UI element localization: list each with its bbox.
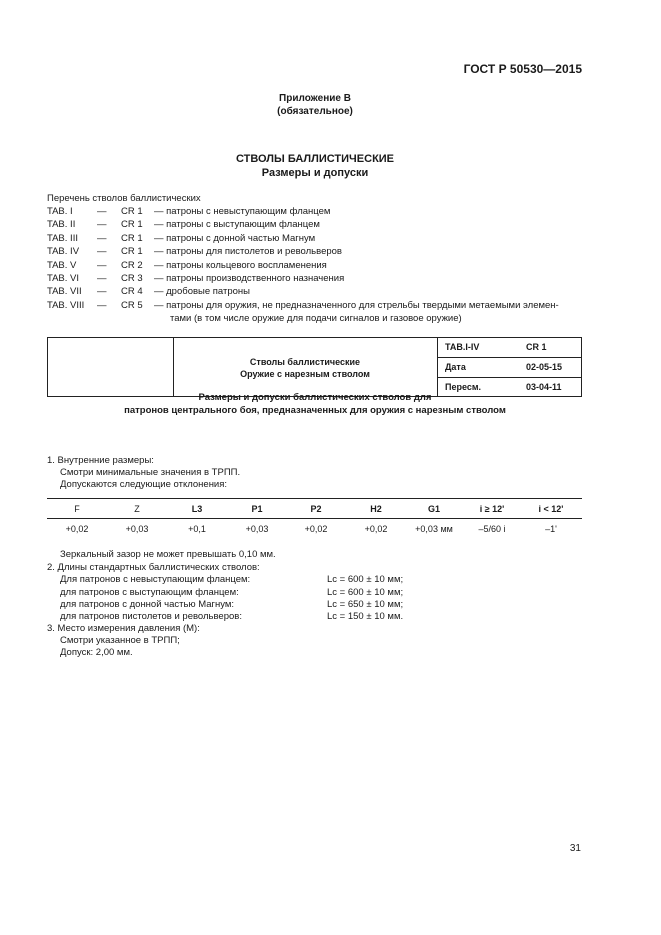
item2-row-label: Для патронов с невыступающим фланцем: bbox=[60, 574, 251, 585]
frame-label: Дата bbox=[445, 362, 466, 372]
tolerance-header: H2 bbox=[370, 504, 382, 514]
item2-row-label: для патронов с выступающим фланцем: bbox=[60, 587, 239, 598]
item2-row-value: Lс = 600 ± 10 мм; bbox=[327, 587, 404, 598]
tolerance-header: L3 bbox=[191, 504, 203, 514]
tolerance-header: Z bbox=[134, 504, 140, 514]
frame-label: Пересм. bbox=[445, 382, 482, 392]
list-item-tab: TAB. VII bbox=[47, 286, 82, 297]
main-title-line2: Размеры и допуски bbox=[261, 167, 369, 179]
document-code: ГОСТ Р 50530—2015 bbox=[463, 62, 582, 76]
tolerance-header: i < 12' bbox=[538, 504, 564, 514]
list-item-continuation: тами (в том числе оружие для подачи сигналов и газовое оружие) bbox=[170, 313, 462, 324]
frame-value: CR 1 bbox=[526, 342, 547, 352]
list-item-desc: — дробовые патроны bbox=[154, 286, 250, 297]
item2-row-label: для патронов с донной частью Магнум: bbox=[60, 599, 235, 610]
item2-row-value: Lс = 600 ± 10 мм; bbox=[327, 574, 404, 585]
tolerance-value: +0,03 мм bbox=[415, 524, 453, 534]
list-item-desc: — патроны для оружия, не предназначенного для стрельбы твердыми метаемыми элемен- bbox=[154, 300, 559, 311]
list-item-tab: TAB. III bbox=[47, 233, 78, 244]
appendix-heading bbox=[0, 92, 630, 118]
frame-title-line2: Оружие с нарезным стволом bbox=[240, 369, 370, 379]
tolerance-value: +0,03 bbox=[245, 524, 269, 534]
page-number: 31 bbox=[569, 843, 581, 854]
item1-line2: Допускаются следующие отклонения: bbox=[60, 479, 228, 490]
list-item bbox=[47, 300, 587, 313]
list-item-dash: — bbox=[97, 246, 107, 257]
list-item-cr: CR 1 bbox=[121, 246, 143, 257]
table-rule bbox=[47, 518, 582, 519]
tolerance-value: +0,1 bbox=[188, 524, 206, 534]
appendix-title: Приложение В bbox=[279, 93, 351, 104]
list-item-desc: — патроны с невыступающим фланцем bbox=[154, 206, 331, 217]
list-item-desc: — патроны с донной частью Магнум bbox=[154, 233, 316, 244]
tolerance-header: P1 bbox=[251, 504, 263, 514]
list-item-cr: CR 3 bbox=[121, 273, 143, 284]
table-rule bbox=[47, 498, 582, 499]
list-item-tab: TAB. VI bbox=[47, 273, 80, 284]
list-item-cr: CR 2 bbox=[121, 260, 143, 271]
item1-line1: Смотри минимальные значения в ТРПП. bbox=[60, 467, 241, 478]
tolerance-value: –5/60 i bbox=[478, 524, 506, 534]
list-item-dash: — bbox=[97, 286, 107, 297]
list-item-tab: TAB. V bbox=[47, 260, 77, 271]
frame-value: 02-05-15 bbox=[526, 362, 563, 372]
item2-row-value: Lс = 650 ± 10 мм; bbox=[327, 599, 404, 610]
list-item-cr: CR 1 bbox=[121, 233, 143, 244]
frame-label: TAB.I-IV bbox=[445, 342, 480, 352]
list-item-cr: CR 1 bbox=[121, 219, 143, 230]
item3-line1: Смотри указанное в ТРПП; bbox=[60, 635, 180, 646]
mirror-gap-note: Зеркальный зазор не может превышать 0,10 мм. bbox=[60, 549, 276, 560]
tolerance-header: P2 bbox=[310, 504, 322, 514]
frame-title-line1: Стволы баллистические bbox=[249, 357, 361, 367]
list-item bbox=[47, 273, 587, 286]
frame-row-divider bbox=[437, 377, 581, 378]
item1-heading: 1. Внутренние размеры: bbox=[47, 455, 154, 466]
item2-row-label: для патронов пистолетов и револьверов: bbox=[60, 611, 242, 622]
list-item-tab: TAB. VIII bbox=[47, 300, 85, 311]
list-item-cr: CR 4 bbox=[121, 286, 143, 297]
list-item bbox=[47, 286, 587, 299]
item2-row-value: Lс = 150 ± 10 мм. bbox=[327, 611, 404, 622]
list-item-cr: CR 1 bbox=[121, 206, 143, 217]
list-item bbox=[47, 246, 587, 259]
title-block-frame bbox=[47, 337, 582, 397]
tolerance-value: +0,02 bbox=[304, 524, 328, 534]
frame-value: 03-04-11 bbox=[526, 382, 562, 392]
barrel-list-heading: Перечень стволов баллистических bbox=[47, 193, 201, 204]
list-item-dash: — bbox=[97, 233, 107, 244]
section-heading-line2: патронов центрального боя, предназначенных для оружия с нарезным стволом bbox=[124, 405, 506, 416]
list-item-desc: — патроны для пистолетов и револьверов bbox=[154, 246, 342, 257]
tolerance-value: +0,02 bbox=[65, 524, 89, 534]
tolerance-header: F bbox=[74, 504, 80, 514]
list-item-dash: — bbox=[97, 300, 107, 311]
item3-line2: Допуск: 2,00 мм. bbox=[60, 647, 133, 658]
list-item bbox=[47, 233, 587, 246]
item2-heading: 2. Длины стандартных баллистических стволов: bbox=[47, 562, 260, 573]
list-item-desc: — патроны производственного назначения bbox=[154, 273, 345, 284]
list-item-cr: CR 5 bbox=[121, 300, 143, 311]
tolerance-value: –1' bbox=[545, 524, 557, 534]
section-heading-line1: Размеры и допуски баллистических стволов для bbox=[198, 392, 432, 403]
list-item-dash: — bbox=[97, 273, 107, 284]
list-item-tab: TAB. I bbox=[47, 206, 73, 217]
tolerance-value: +0,03 bbox=[125, 524, 149, 534]
list-item-dash: — bbox=[97, 219, 107, 230]
list-item-tab: TAB. II bbox=[47, 219, 76, 230]
list-item bbox=[47, 219, 587, 232]
list-item-desc: — патроны кольцевого воспламенения bbox=[154, 260, 327, 271]
main-title-line1: СТВОЛЫ БАЛЛИСТИЧЕСКИЕ bbox=[235, 153, 395, 165]
list-item-desc: — патроны с выступающим фланцем bbox=[154, 219, 320, 230]
section-heading bbox=[0, 391, 630, 417]
list-item-tab: TAB. IV bbox=[47, 246, 80, 257]
item3-heading: 3. Место измерения давления (М): bbox=[47, 623, 200, 634]
frame-title bbox=[173, 356, 437, 380]
frame-divider bbox=[437, 338, 438, 396]
list-item bbox=[47, 260, 587, 273]
tolerance-header: i ≥ 12' bbox=[479, 504, 505, 514]
list-item bbox=[47, 206, 587, 219]
main-title bbox=[0, 152, 630, 180]
list-item-dash: — bbox=[97, 260, 107, 271]
tolerance-value: +0,02 bbox=[364, 524, 388, 534]
list-item-dash: — bbox=[97, 206, 107, 217]
appendix-status: (обязательное) bbox=[277, 106, 353, 117]
frame-row-divider bbox=[437, 357, 581, 358]
tolerance-header: G1 bbox=[427, 504, 440, 514]
